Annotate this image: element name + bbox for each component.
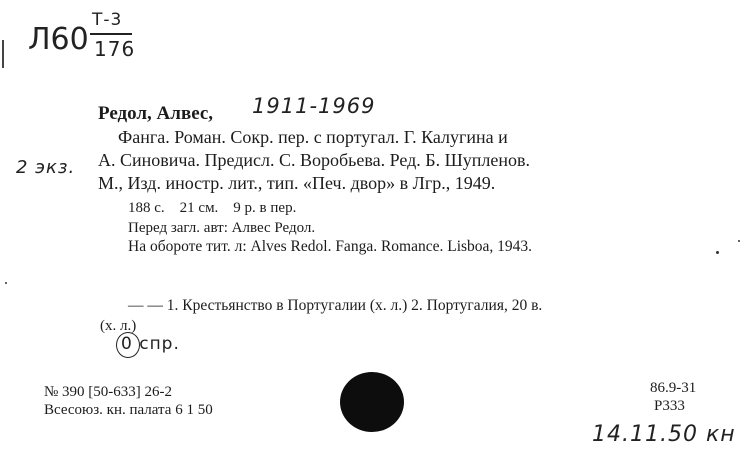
note-original-title: Перед загл. авт: Алвес Редол. xyxy=(128,220,316,236)
card-punch-hole xyxy=(340,372,404,432)
subject-headings-cont: (х. л.) xyxy=(100,318,137,334)
copies-note: 2 экз. xyxy=(16,157,76,178)
author-dates: 1911-1969 xyxy=(252,94,376,118)
call-number-denominator: 176 xyxy=(94,37,136,61)
subject-headings: — — 1. Крестьянство в Португалии (х. л.) 2. Португалия, 20 в. xyxy=(128,297,543,314)
title-line-1: Фанга. Роман. Сокр. пер. с португал. Г. Калугина и xyxy=(118,127,508,147)
call-number-fraction-line xyxy=(90,33,132,35)
footer-right-line-2: Р333 xyxy=(654,398,685,414)
collation: 188 с. 21 см. 9 р. в пер. xyxy=(128,200,297,216)
reference-note: 0 спр. xyxy=(121,334,180,354)
call-number-numerator: Т-3 xyxy=(92,10,123,30)
call-number-prefix: Л60 xyxy=(28,22,89,57)
handwritten-date: 14.11.50 кн xyxy=(592,422,736,447)
card-edge-mark xyxy=(2,40,4,68)
footer-right-line-1: 86.9-31 xyxy=(650,380,697,396)
title-line-3: М., Изд. иностр. лит., тип. «Печ. двор» в Лгр., 1949. xyxy=(98,173,496,193)
speck xyxy=(716,251,719,254)
footer-left-line-2: Всесоюз. кн. палата 6 1 50 xyxy=(44,402,213,418)
footer-left-line-1: № 390 [50-633] 26-2 xyxy=(44,384,173,400)
speck xyxy=(738,240,740,242)
author-name: Редол, Алвес, xyxy=(98,103,214,124)
title-line-2: А. Синовича. Предисл. С. Воробьева. Ред. Б. Шупленов. xyxy=(98,150,530,170)
note-verso: На обороте тит. л: Alves Redol. Fanga. Romance. Lisboa, 1943. xyxy=(128,238,533,255)
speck xyxy=(5,282,7,284)
